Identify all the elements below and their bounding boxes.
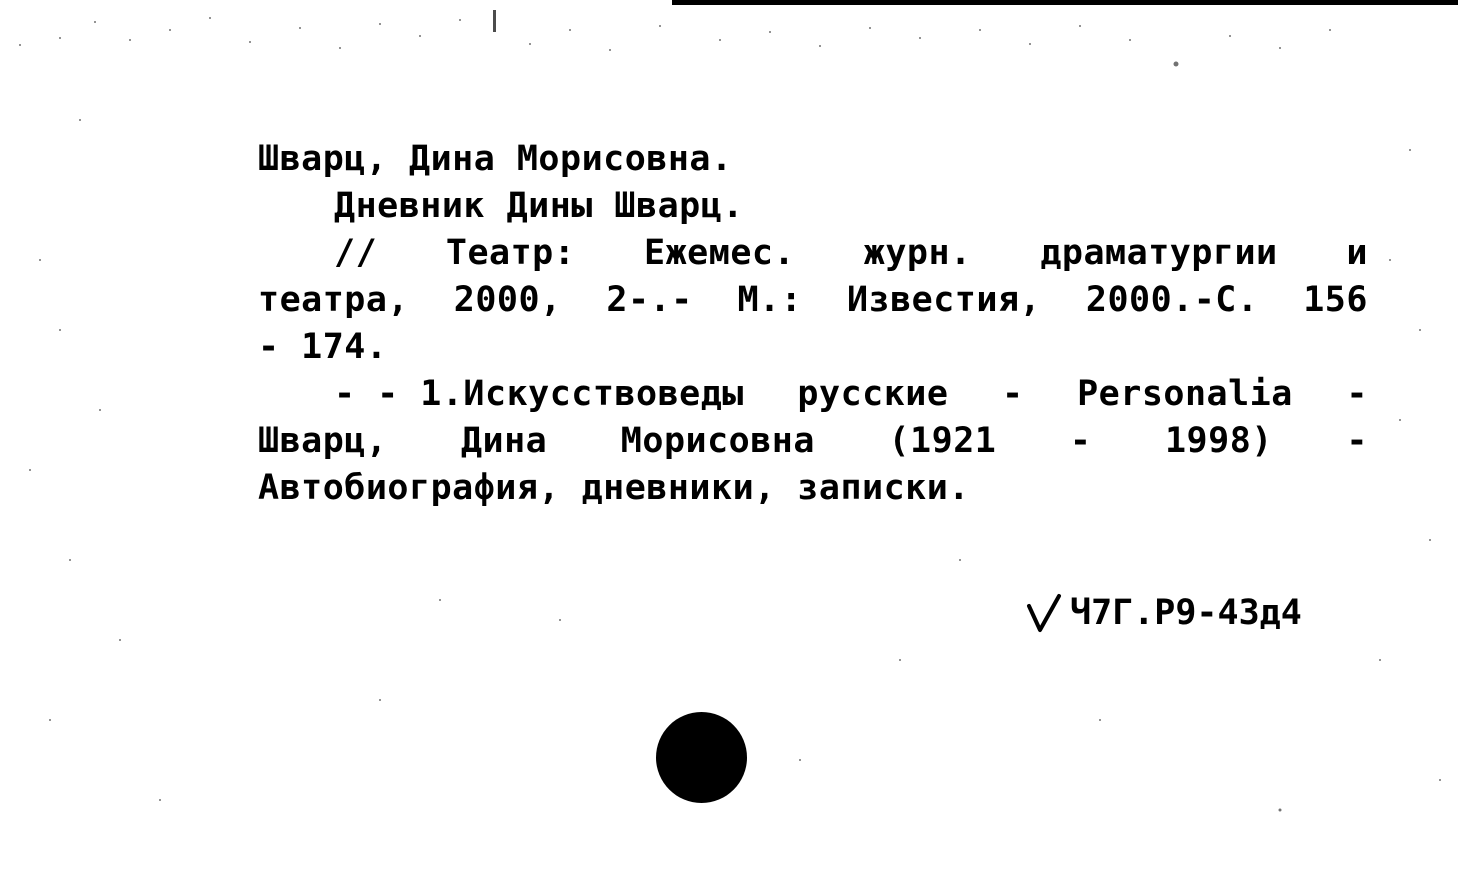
subject-line-1 xyxy=(258,371,1368,418)
source-word: журн. xyxy=(863,233,972,273)
source-word: Ежемес. xyxy=(644,233,796,273)
subject-word: - xyxy=(1346,374,1368,414)
classification-code: Ч7Г.Р9-43д4 xyxy=(1070,593,1302,633)
title-statement: Дневник Дины Шварц. xyxy=(334,186,744,226)
source-word: М.: xyxy=(737,280,803,320)
source-line-2 xyxy=(258,277,1368,324)
source-word: Театр: xyxy=(445,233,576,273)
source-word: и xyxy=(1346,233,1368,273)
checkmark-icon xyxy=(1026,592,1062,634)
subject-line-3: Автобиография, дневники, записки. xyxy=(258,468,970,508)
author-heading: Шварц, Дина Морисовна. xyxy=(258,139,733,179)
subject-word: 1998) xyxy=(1164,421,1273,461)
source-word: // xyxy=(334,233,378,273)
source-word: драматургии xyxy=(1040,233,1278,273)
subject-word: Морисовна xyxy=(620,421,815,461)
subject-word: - - 1.Искусствоведы xyxy=(334,374,744,414)
source-word: театра, xyxy=(258,280,410,320)
punch-hole xyxy=(656,712,747,803)
subject-word: - xyxy=(1001,374,1024,414)
source-word: 2000.-С. xyxy=(1085,280,1259,320)
bibliographic-record xyxy=(258,136,1368,512)
source-line-3: - 174. xyxy=(258,327,388,367)
source-word: 156 xyxy=(1303,280,1368,320)
source-word: 2000, xyxy=(453,280,562,320)
subject-line-2 xyxy=(258,418,1368,465)
subject-word: - xyxy=(1069,421,1092,461)
source-word: 2-.- xyxy=(606,280,693,320)
classification-mark xyxy=(1026,592,1302,634)
subject-word: (1921 xyxy=(888,421,997,461)
subject-word: русские xyxy=(797,374,949,414)
subject-word: - xyxy=(1346,421,1368,461)
subject-word: Шварц, xyxy=(258,421,388,461)
source-line-1 xyxy=(258,230,1368,277)
subject-word: Personalia xyxy=(1077,374,1293,414)
subject-word: Дина xyxy=(460,421,548,461)
source-word: Известия, xyxy=(846,280,1042,320)
